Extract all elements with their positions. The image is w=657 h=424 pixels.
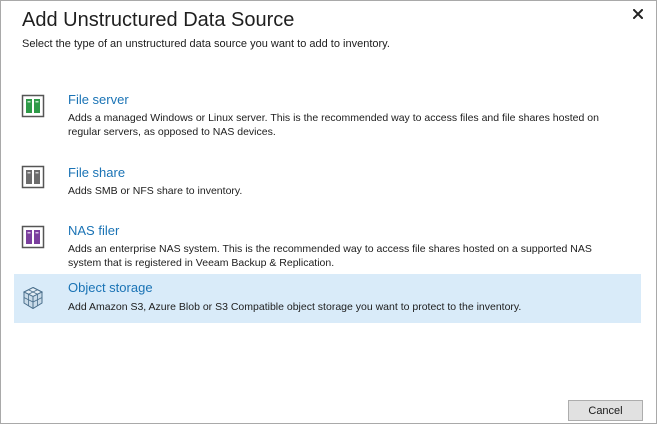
data-source-options <box>14 84 641 323</box>
file-share-icon <box>21 165 45 189</box>
option-title[interactable]: Object storage <box>68 280 153 295</box>
option-title[interactable]: File share <box>68 165 126 180</box>
option-title[interactable]: NAS filer <box>68 223 120 238</box>
option-file-server[interactable] <box>14 84 641 146</box>
option-description: Add Amazon S3, Azure Blob or S3 Compatible object storage you want to protect to the inventory. <box>68 301 522 313</box>
close-button[interactable] <box>628 5 648 23</box>
cancel-button[interactable]: Cancel <box>568 400 643 421</box>
option-description: Adds SMB or NFS share to inventory. <box>68 185 243 197</box>
option-title[interactable]: File server <box>68 92 129 107</box>
option-file-share[interactable] <box>14 146 641 204</box>
option-nas-filer[interactable] <box>14 204 641 274</box>
option-description: Adds a managed Windows or Linux server. This is the recommended way to access files and file shares hosted on regular servers, as opposed to NAS devices. <box>68 112 599 138</box>
nas-filer-icon <box>21 225 45 249</box>
option-object-storage[interactable] <box>14 274 641 323</box>
dialog-title: Add Unstructured Data Source <box>22 9 295 31</box>
file-server-icon <box>21 94 45 118</box>
close-icon <box>633 9 643 19</box>
dialog-subtitle: Select the type of an unstructured data source you want to add to inventory. <box>22 38 390 50</box>
option-description: Adds an enterprise NAS system. This is the recommended way to access file shares hosted on a supported NAS system that is registered in Veeam Backup & Replication. <box>68 243 592 269</box>
object-storage-icon <box>21 286 45 310</box>
